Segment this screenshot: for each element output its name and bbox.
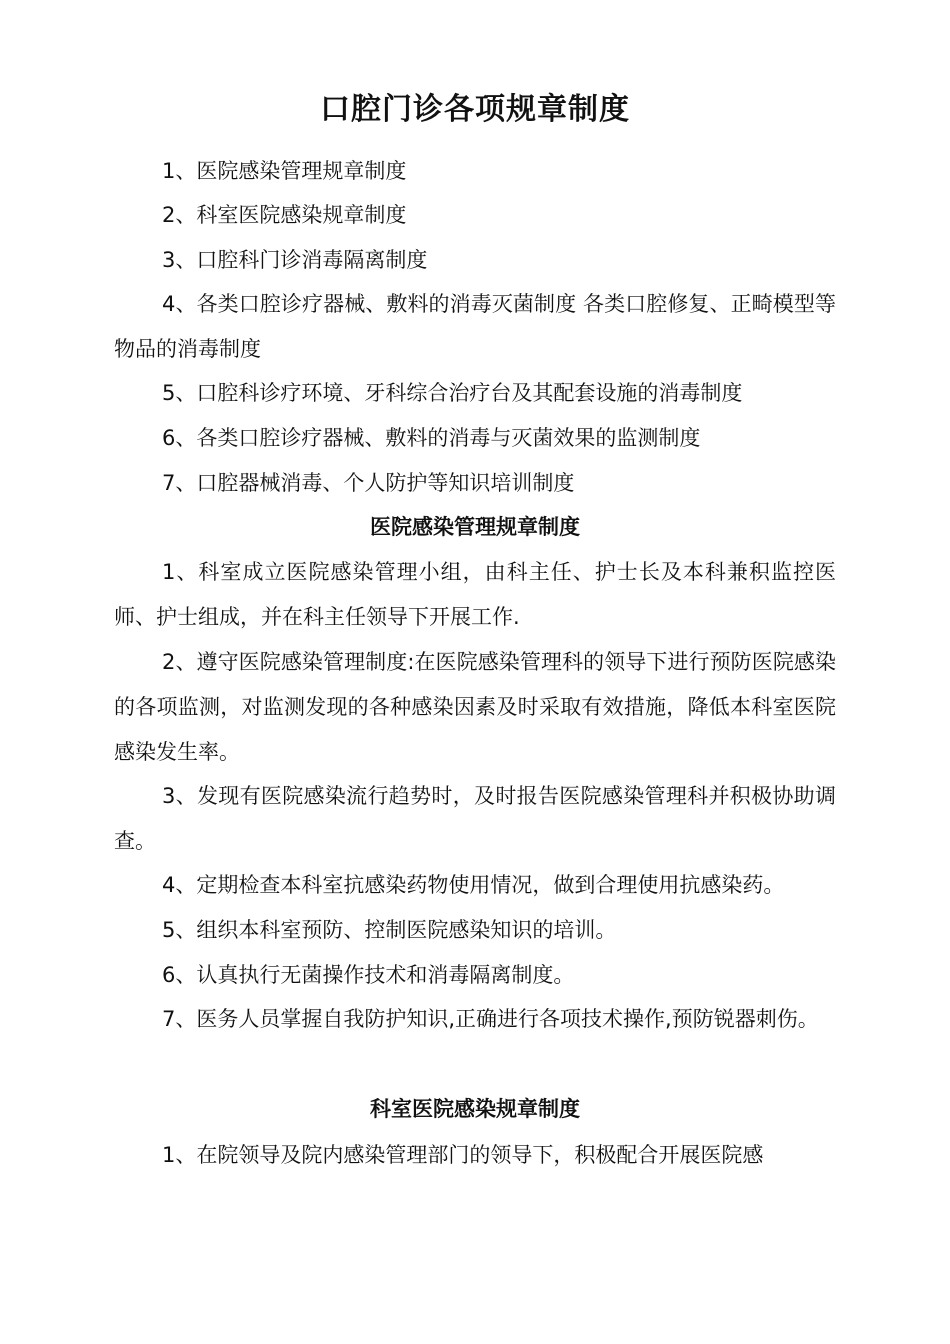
section-title: 医院感染管理规章制度 — [370, 515, 580, 539]
toc-item: 1、医院感染管理规章制度 — [162, 159, 407, 183]
section-paragraph: 4、定期检查本科室抗感染药物使用情况，做到合理使用抗感染药。 — [162, 873, 785, 897]
toc-item: 5、口腔科诊疗环境、牙科综合治疗台及其配套设施的消毒制度 — [162, 381, 743, 405]
toc-item: 3、口腔科门诊消毒隔离制度 — [162, 248, 428, 272]
toc-item: 2、科室医院感染规章制度 — [162, 203, 407, 227]
toc-item: 6、各类口腔诊疗器械、敷料的消毒与灭菌效果的监测制度 — [162, 426, 701, 450]
section-paragraph: 1、科室成立医院感染管理小组，由科主任、护士长及本科兼积监控医师、护士组成，并在科主任领导下开展工作. — [114, 560, 836, 629]
section-paragraph: 2、遵守医院感染管理制度:在医院感染管理科的领导下进行预防医院感染的各项监测，对监测发现的各种感染因素及时采取有效措施，降低本科室医院感染发生率。 — [114, 650, 836, 764]
document-title: 口腔门诊各项规章制度 — [320, 92, 630, 127]
section-paragraph: 7、医务人员掌握自我防护知识,正确进行各项技术操作,预防锐器刺伤。 — [162, 1007, 819, 1031]
section-paragraph: 3、发现有医院感染流行趋势时，及时报告医院感染管理科并积极协助调查。 — [114, 784, 836, 853]
section-paragraph: 5、组织本科室预防、控制医院感染知识的培训。 — [162, 918, 617, 942]
section-paragraph: 6、认真执行无菌操作技术和消毒隔离制度。 — [162, 963, 575, 987]
toc-item: 4、各类口腔诊疗器械、敷料的消毒灭菌制度 各类口腔修复、正畸模型等物品的消毒制度 — [114, 292, 836, 361]
section-title: 科室医院感染规章制度 — [370, 1097, 580, 1121]
toc-item: 7、口腔器械消毒、个人防护等知识培训制度 — [162, 471, 575, 495]
section-paragraph: 1、在院领导及院内感染管理部门的领导下，积极配合开展医院感 — [162, 1143, 764, 1167]
